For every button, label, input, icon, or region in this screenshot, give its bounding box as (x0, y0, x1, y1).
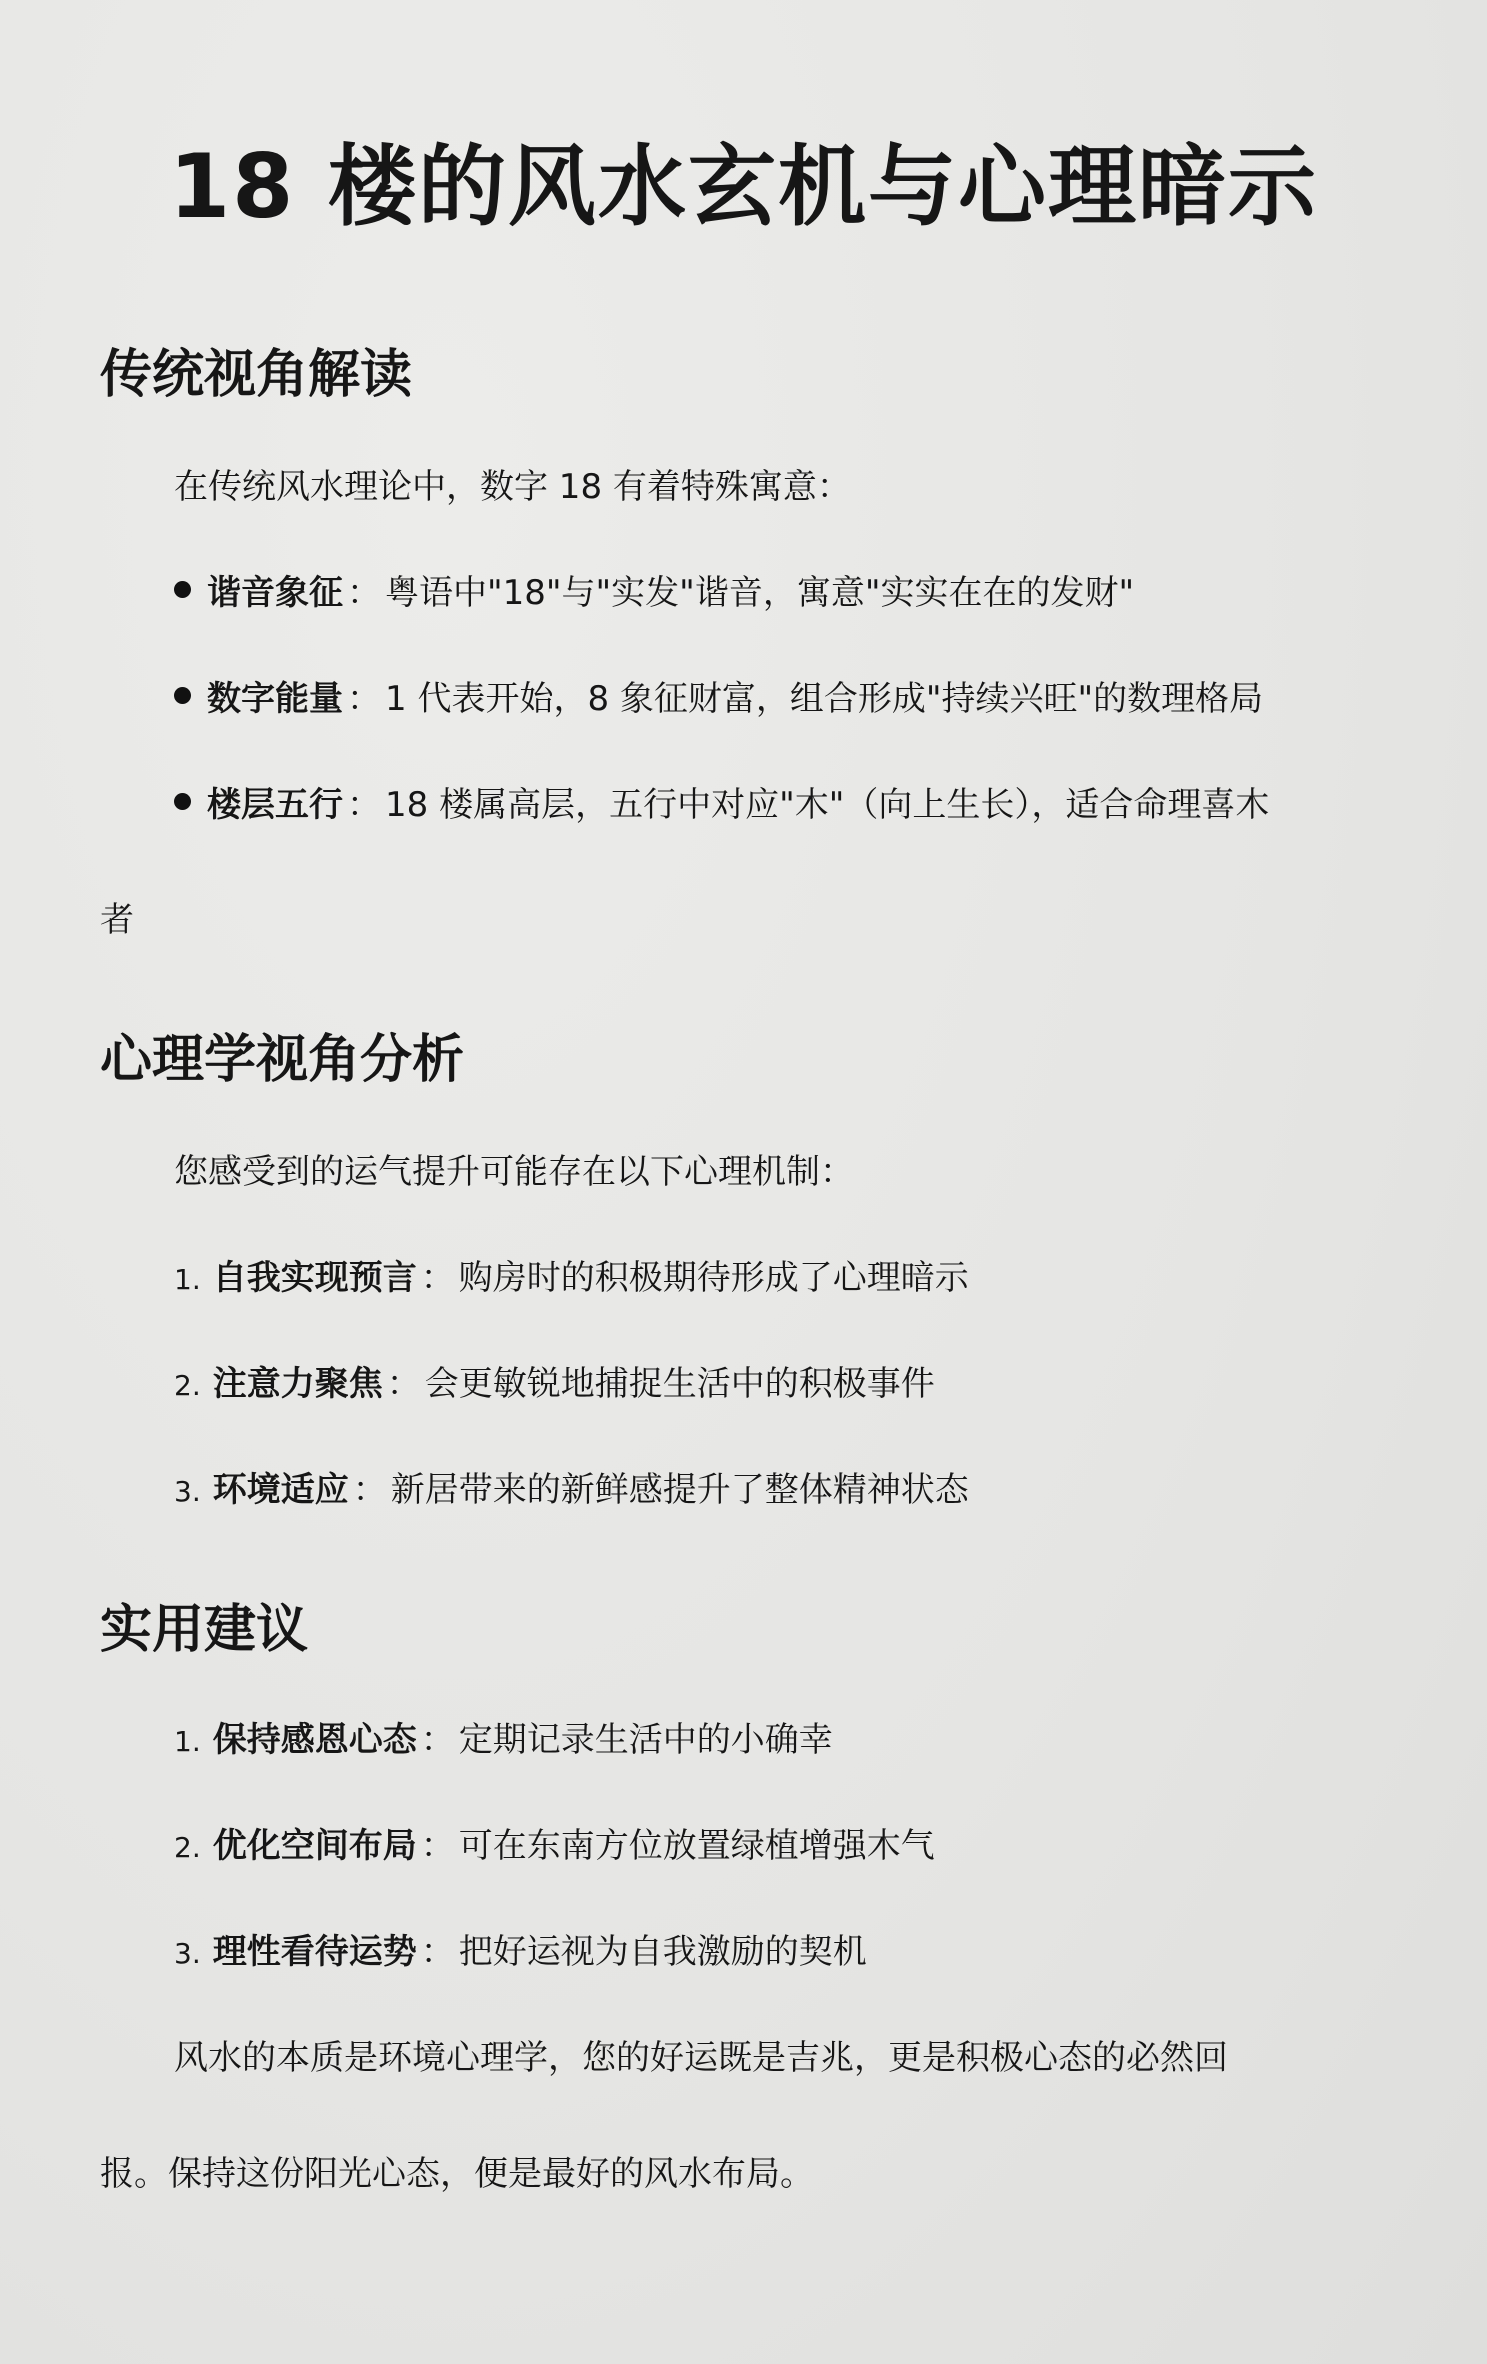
item-separator: ： (420, 1720, 455, 1760)
item-term: 楼层五行 (207, 785, 343, 825)
paragraph-intro-psychology: 您感受到的运气提升可能存在以下心理机制： (174, 1152, 854, 1192)
item-separator: ： (420, 1826, 455, 1866)
numbered-item (174, 1362, 935, 1408)
section-heading-psychology: 心理学视角分析 (100, 1030, 465, 1090)
item-separator: ： (352, 1470, 387, 1510)
item-text: 定期记录生活中的小确幸 (458, 1720, 833, 1760)
item-term: 自我实现预言 (212, 1258, 417, 1298)
item-text: 1 代表开始，8 象征财富，组合形成"持续兴旺"的数理格局 (385, 679, 1264, 719)
item-term: 优化空间布局 (212, 1826, 417, 1866)
item-separator: ： (347, 679, 381, 719)
bullet-icon (174, 581, 191, 598)
bullet-item (174, 783, 1269, 827)
paragraph-intro-traditional: 在传统风水理论中，数字 18 有着特殊寓意： (174, 467, 851, 507)
item-separator: ： (420, 1258, 455, 1298)
item-term: 环境适应 (212, 1470, 349, 1510)
item-number: 2. (174, 1831, 201, 1864)
item-separator: ： (420, 1932, 455, 1972)
closing-paragraph-line-1: 风水的本质是环境心理学，您的好运既是吉兆，更是积极心态的必然回 (174, 2038, 1228, 2078)
item-number: 1. (174, 1725, 201, 1758)
item-term: 谐音象征 (207, 573, 343, 613)
item-text: 可在东南方位放置绿植增强木气 (458, 1826, 935, 1866)
item-text: 新居带来的新鲜感提升了整体精神状态 (390, 1470, 969, 1510)
item-text: 18 楼属高层，五行中对应"木"（向上生长），适合命理喜木 (385, 785, 1270, 825)
numbered-item (174, 1824, 935, 1870)
item-term: 数字能量 (207, 679, 343, 719)
item-text: 粤语中"18"与"实发"谐音，寓意"实实在在的发财" (385, 573, 1135, 613)
bullet-item-continuation: 者 (100, 900, 134, 940)
item-number: 2. (174, 1369, 201, 1402)
item-term: 理性看待运势 (212, 1932, 417, 1972)
numbered-item (174, 1256, 969, 1302)
item-separator: ： (347, 573, 381, 613)
bullet-icon (174, 793, 191, 810)
numbered-item (174, 1468, 969, 1514)
item-number: 3. (174, 1937, 201, 1970)
numbered-item (174, 1718, 833, 1764)
item-text: 购房时的积极期待形成了心理暗示 (458, 1258, 969, 1298)
item-separator: ： (347, 785, 381, 825)
item-text: 把好运视为自我激励的契机 (458, 1932, 867, 1972)
numbered-item (174, 1930, 867, 1976)
section-heading-advice: 实用建议 (100, 1600, 309, 1660)
closing-paragraph-line-2: 报。保持这份阳光心态，便是最好的风水布局。 (100, 2154, 814, 2194)
bullet-icon (174, 687, 191, 704)
page-title: 18 楼的风水玄机与心理暗示 (168, 135, 1319, 238)
bullet-item (174, 571, 1134, 615)
item-number: 3. (174, 1475, 201, 1508)
bullet-item (174, 677, 1263, 721)
item-term: 注意力聚焦 (212, 1364, 383, 1404)
item-text: 会更敏锐地捕捉生活中的积极事件 (424, 1364, 935, 1404)
item-separator: ： (386, 1364, 421, 1404)
section-heading-traditional: 传统视角解读 (100, 345, 413, 405)
item-term: 保持感恩心态 (212, 1720, 417, 1760)
item-number: 1. (174, 1263, 201, 1296)
